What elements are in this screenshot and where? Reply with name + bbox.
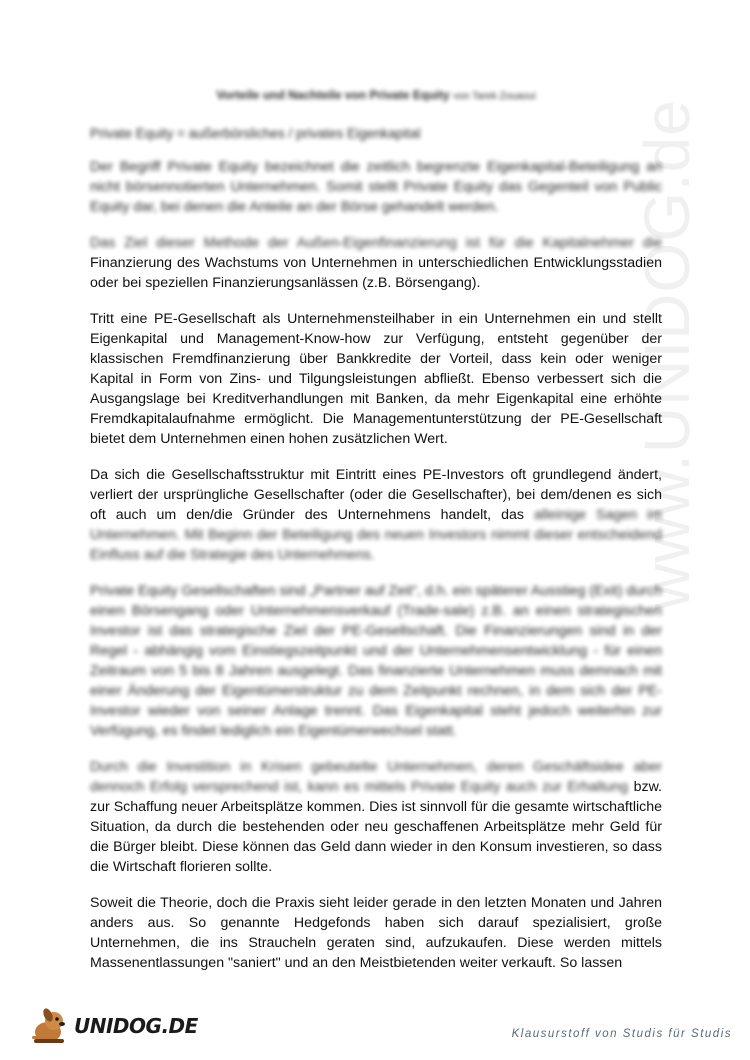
paragraph-6 [90,757,662,877]
paragraph-6-text: bzw. zur Schaffung neuer Arbeitsplätze kommen. Dies ist sinnvoll für die gesamte wirtschaftliche Situation, da durch die bestehenden oder neu geschaffenen Arbeitsplätze mehr Geld für die Bürger bleibt. Diese können das Geld dann wieder in den Konsum investieren, so dass die Wirtschaft florieren sollte. [90,779,662,875]
document-content [90,88,662,989]
paragraph-1: Der Begriff Private Equity bezeichnet die zeitlich begrenzte Eigenkapital-Beteiligung an nicht börsennotierten Unternehmen. Somit stellt Private Equity das Gegenteil von Public Equity dar, bei denen die Anteile an der Börse gehandelt werden. [90,159,662,215]
title-text: Vorteile und Nachteile von Private Equity [216,88,450,102]
author-text: von Tarek Zouaoui [453,91,536,102]
paragraph-4-text: Da sich die Gesellschaftsstruktur mit Eintritt eines PE-Investors oft grundlegend ändert, verliert der ursprüngliche Gesellschafter (oder die Gesellschafter), bei dem/denen es sich oft auch um den/die Gründer des Unternehmens handelt, das [90,467,662,523]
footer-tagline: Klausurstoff von Studis für Studis [511,1028,732,1040]
paragraph-4 [90,465,662,565]
paragraph-4-blurred: alleinige Sagen im Unternehmen. Mit Beginn der Beteiligung des neuen Investors nimmt dieser entscheidend Einfluss auf die Strategie des Unternehmens. [90,507,662,563]
paragraph-5: Private Equity Gesellschaften sind „Partner auf Zeit“, d.h. ein späterer Ausstieg (Exit) durch einen Börsengang oder Unternehmensverkauf (Trade-sale) z.B. an einen strategischen Investor ist das strategische Ziel der PE-Gesellschaft. Die Finanzierungen sind in der Regel - abhängig vom Einstiegszeitpunkt und der Unternehmensentwicklung - für einen Zeitraum von 5 bis 8 Jahren ausgelegt. Das finanzierte Unternehmen muss demnach mit einer Änderung der Eigentümerstruktur zu dem Zeitpunkt rechnen, in dem sich der PE-Investor wieder von seiner Anlage trennt. Das Eigenkapital steht jedoch weiterhin zur Verfügung, es findet lediglich ein Eigentümerwechsel statt. [90,583,662,739]
document-title [90,88,662,102]
subtitle: Private Equity = außerbörsliches / privates Eigenkapital [90,126,421,141]
paragraph-2 [90,233,662,293]
logo-text: UNIDOG.DE [74,1014,198,1038]
unidog-logo[interactable] [28,1006,198,1046]
paragraph-7: Soweit die Theorie, doch die Praxis sieht leider gerade in den letzten Monaten und Jahren anders aus. So genannte Hedgefonds haben sich darauf spezialisiert, große Unternehmen, die ins Straucheln geraten sind, aufzukaufen. Diese werden mittels Massenentlassungen "saniert" und an den Meistbietenden weiter verkauft. So lassen [90,895,662,971]
watermark: www.UNIDOG.de [631,99,703,610]
paragraph-6-blurred: Durch die Investition in Krisen gebeutelte Unternehmen, deren Geschäftsidee aber dennoch Erfolg versprechend ist, kann es mittels Private Equity auch zur Erhaltung [90,759,662,795]
paragraph-2-text: Finanzierung des Wachstums von Unternehmen in unterschiedlichen Entwicklungsstadien oder bei speziellen Finanzierungsanlässen (z.B. Börsengang). [90,255,662,291]
paragraph-3: Tritt eine PE-Gesellschaft als Unternehmensteilhaber in ein Unternehmen ein und stellt Eigenkapital und Management-Know-how zur Verfügung, entsteht gegenüber der klassischen Fremdfinanzierung über Bankkredite der Vorteil, dass kein oder weniger Kapital in Form von Zins- und Tilgungsleistungen abfließt. Ebenso verbessert sich die Ausgangslage bei Kreditverhandlungen mit Banken, da mehr Eigenkapital eine erhöhte Fremdkapitalaufnahme ermöglicht. Die Managementunterstützung der PE-Gesellschaft bietet dem Unternehmen einen hohen zusätzlichen Wert. [90,311,662,447]
footer [0,1000,750,1060]
paragraph-2-blurred: Das Ziel dieser Methode der Außen-Eigenfinanzierung ist für die Kapitalnehmer die [90,235,662,251]
dog-mascot-icon [28,1006,72,1046]
